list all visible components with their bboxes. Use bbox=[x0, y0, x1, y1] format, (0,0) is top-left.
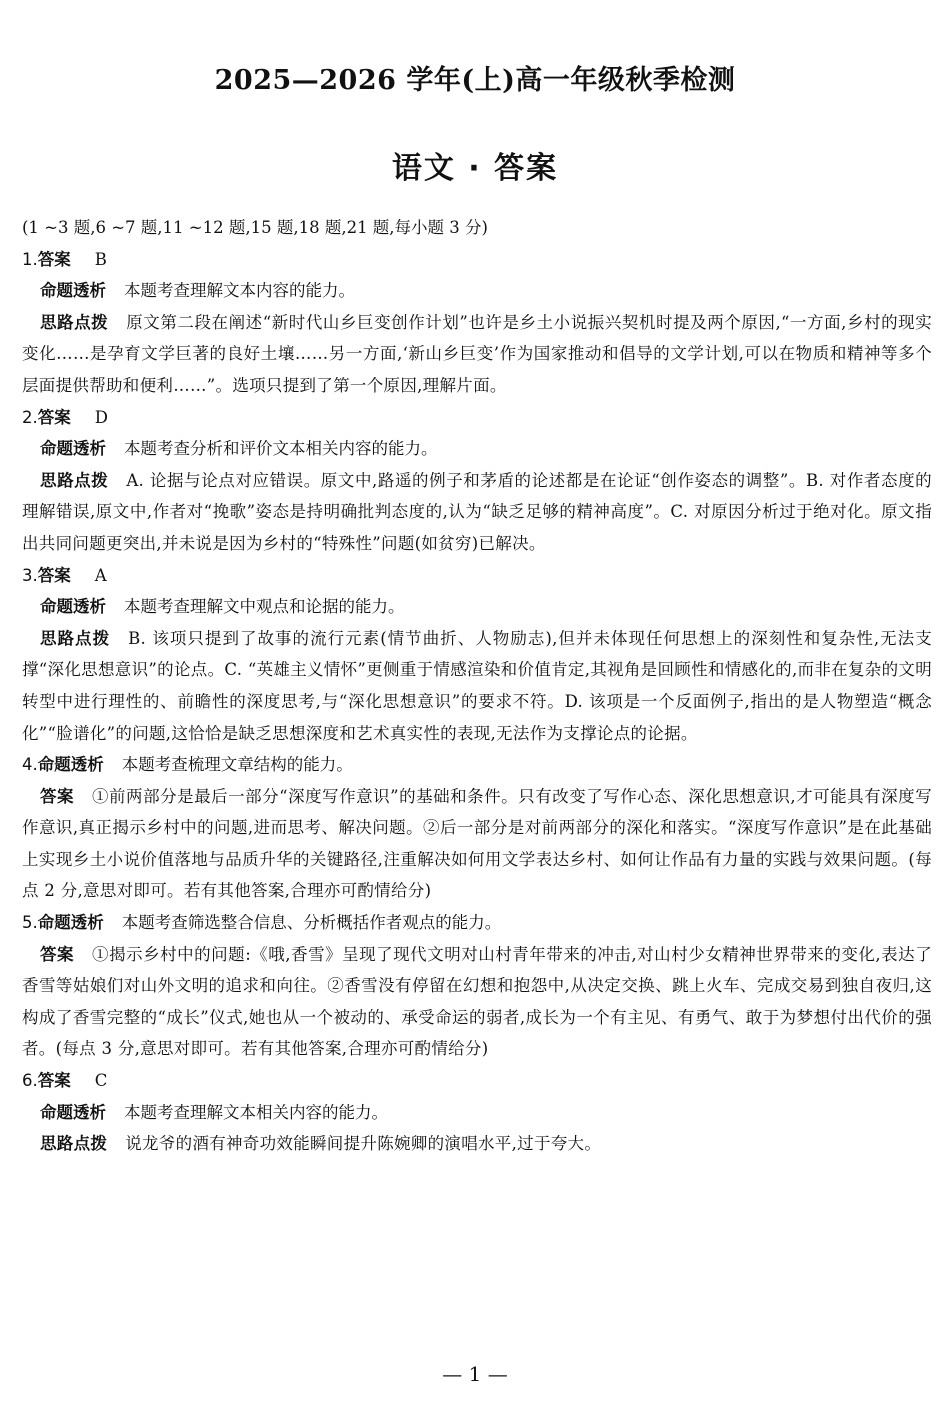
question-4-analysis bbox=[22, 749, 932, 781]
question-6-analysis bbox=[22, 1097, 932, 1129]
question-1-analysis bbox=[22, 275, 932, 307]
analysis-label: 命题透析 bbox=[37, 755, 104, 775]
answer-label: 答案 bbox=[37, 1071, 71, 1091]
question-number: 2. bbox=[22, 407, 38, 427]
hint-label: 思路点拨 bbox=[40, 1134, 108, 1154]
question-6-answer bbox=[22, 1065, 932, 1097]
answer-label: 答案 bbox=[37, 407, 71, 427]
answer-choice: C bbox=[94, 1071, 108, 1091]
hint-text: B. 该项只提到了故事的流行元素(情节曲折、人物励志),但并未体现任何思想上的深刻性和复杂性,无法支撑“深化思想意识”的论点。C. “英雄主义情怀”更侧重于情感渲染和价值肯定,其视角是回顾性和情感化的,而非在复杂的文明转型中进行理性的、前瞻性的深度思考,与“深化思想意识”的要求不符。D. 该项是一个反面例子,指出的是人物塑造“概念化”“脸谱化”的问题,这恰恰是缺乏思想深度和艺术真实性的表现,无法作为支撑论点的论据。 bbox=[22, 628, 932, 743]
hint-text: 说龙爷的酒有神奇功效能瞬间提升陈婉卿的演唱水平,过于夸大。 bbox=[125, 1134, 602, 1154]
analysis-text: 本题考查理解文中观点和论据的能力。 bbox=[124, 597, 405, 617]
hint-text: A. 论据与论点对应错误。原文中,路遥的例子和茅盾的论述都是在论证“创作姿态的调整”。B. 对作者态度的理解错误,原文中,作者对“挽歌”姿态是持明确批判态度的,认为“缺乏足够的精神高度”。C. 对原因分析过于绝对化。原文指出共同问题更突出,并未说是因为乡村的“特殊性”问题(如贫穷)已解决。 bbox=[22, 470, 932, 553]
answer-choice: D bbox=[94, 407, 108, 427]
analysis-text: 本题考查梳理文章结构的能力。 bbox=[121, 755, 353, 775]
question-3-analysis bbox=[22, 591, 932, 623]
question-5-analysis bbox=[22, 907, 932, 939]
scoring-note: (1 ~3 题,6 ~7 题,11 ~12 题,15 题,18 题,21 题,每小题 3 分) bbox=[22, 218, 488, 237]
question-number: 1. bbox=[22, 249, 38, 269]
answer-label: 答案 bbox=[40, 786, 75, 806]
subject-title: 语文 · 答案 bbox=[391, 151, 559, 186]
hint-label: 思路点拨 bbox=[40, 628, 111, 648]
exam-title: 2025—2026 学年(上)高一年级秋季检测 bbox=[214, 65, 736, 96]
analysis-label: 命题透析 bbox=[37, 913, 104, 933]
analysis-label: 命题透析 bbox=[40, 597, 106, 617]
answer-content bbox=[22, 212, 932, 1160]
answer-label: 答案 bbox=[40, 944, 75, 964]
question-3-answer bbox=[22, 560, 932, 592]
question-number: 4. bbox=[22, 755, 38, 775]
answer-text: ①揭示乡村中的问题:《哦,香雪》呈现了现代文明对山村青年带来的冲击,对山村少女精神世界带来的变化,表达了香雪等姑娘们对山外文明的追求和向往。②香雪没有停留在幻想和抱怨中,从决定交换、跳上火车、完成交易到独自夜归,这构成了香雪完整的“成长”仪式,她也从一个被动的、承受命运的弱者,成长为一个有主见、有勇气、敢于为梦想付出代价的强者。(每点 3 分,意思对即可。若有其他答案,合理亦可酌情给分) bbox=[22, 944, 932, 1059]
question-3-hint bbox=[22, 623, 932, 749]
question-1-answer bbox=[22, 244, 932, 276]
question-4-answer bbox=[22, 781, 932, 907]
question-number: 3. bbox=[22, 565, 38, 585]
answer-choice: A bbox=[94, 565, 107, 585]
question-2-answer bbox=[22, 402, 932, 434]
page-number: — 1 — bbox=[442, 1362, 508, 1386]
analysis-label: 命题透析 bbox=[40, 1102, 106, 1122]
hint-text: 原文第二段在阐述“新时代山乡巨变创作计划”也许是乡土小说振兴契机时提及两个原因,“一方面,乡村的现实变化……是孕育文学巨著的良好土壤……另一方面,‘新山乡巨变’作为国家推动和倡导的文学计划,可以在物质和精神等多个层面提供帮助和便利……”。选项只提到了第一个原因,理解片面。 bbox=[22, 312, 933, 395]
analysis-text: 本题考查理解文本相关内容的能力。 bbox=[124, 1102, 388, 1122]
question-6-hint bbox=[22, 1128, 932, 1160]
question-number: 6. bbox=[22, 1071, 38, 1091]
question-2-analysis bbox=[22, 433, 932, 465]
answer-label: 答案 bbox=[37, 565, 71, 585]
question-1-hint bbox=[22, 307, 932, 402]
analysis-text: 本题考查筛选整合信息、分析概括作者观点的能力。 bbox=[121, 913, 502, 933]
hint-label: 思路点拨 bbox=[40, 312, 109, 332]
analysis-text: 本题考查分析和评价文本相关内容的能力。 bbox=[124, 439, 438, 459]
hint-label: 思路点拨 bbox=[40, 470, 109, 490]
answer-text: ①前两部分是最后一部分“深度写作意识”的基础和条件。只有改变了写作心态、深化思想意识,才可能具有深度写作意识,真正揭示乡村中的问题,进而思考、解决问题。②后一部分是对前两部分的深化和落实。“深度写作意识”是在此基础上实现乡土小说价值落地与品质升华的关键路径,注重解决如何用文学表达乡村、如何让作品有力量的实践与效果问题。(每点 2 分,意思对即可。若有其他答案,合理亦可酌情给分) bbox=[22, 786, 932, 901]
analysis-label: 命题透析 bbox=[40, 281, 106, 301]
analysis-label: 命题透析 bbox=[40, 439, 106, 459]
answer-choice: B bbox=[94, 249, 107, 269]
question-5-answer bbox=[22, 939, 932, 1065]
question-number: 5. bbox=[22, 913, 38, 933]
answer-label: 答案 bbox=[37, 249, 71, 269]
analysis-text: 本题考查理解文本内容的能力。 bbox=[124, 281, 355, 301]
question-2-hint bbox=[22, 465, 932, 560]
